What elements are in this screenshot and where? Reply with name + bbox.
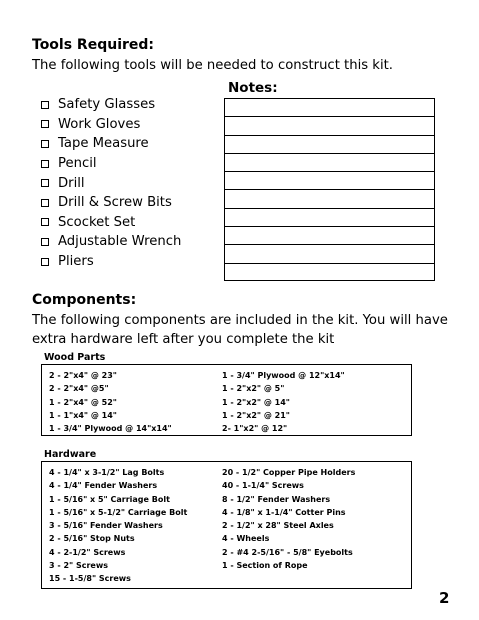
hardware-item: 4 - 2-1/2" Screws xyxy=(49,547,126,557)
tool-checklist-item xyxy=(41,154,181,174)
notes-box xyxy=(224,98,435,281)
wood-part-item: 1 - 2"x4" @ 52" xyxy=(49,397,117,407)
wood-part-item: 2 - 2"x4" @ 23" xyxy=(49,371,117,380)
page-number: 2 xyxy=(439,589,450,607)
tool-checklist-item xyxy=(41,173,181,193)
tool-label: Pencil xyxy=(58,156,97,172)
hardware-item: 4 - 1/4" Fender Washers xyxy=(49,481,158,491)
checkbox-icon xyxy=(41,258,49,266)
hardware-item: 2 - 1/2" x 28" Steel Axles xyxy=(222,521,334,531)
hardware-item: 1 - 5/16" x 5" Carriage Bolt xyxy=(49,494,170,504)
checkbox-icon xyxy=(41,120,49,128)
hardware-item: 3 - 2" Screws xyxy=(49,561,109,571)
hardware-item: 2 - #4 2-5/16" - 5/8" Eyebolts xyxy=(222,547,353,557)
notes-line xyxy=(225,99,434,117)
hardware-item: 4 - Wheels xyxy=(222,534,270,544)
hardware-item: 3 - 5/16" Fender Washers xyxy=(49,521,163,531)
tool-label: Drill xyxy=(58,175,85,191)
checkbox-icon xyxy=(41,238,49,246)
hardware-item: 1 - 5/16" x 5-1/2" Carriage Bolt xyxy=(49,507,188,517)
checkbox-icon xyxy=(41,199,49,207)
tool-label: Scocket Set xyxy=(58,214,136,230)
wood-parts-title: Wood Parts xyxy=(44,352,106,363)
tools-heading: Tools Required: xyxy=(32,37,155,53)
tool-checklist-item xyxy=(41,115,181,135)
components-intro-line1: The following components are included in the kit. You will have xyxy=(32,313,448,328)
checkbox-icon xyxy=(41,140,49,148)
components-heading: Components: xyxy=(32,292,137,308)
wood-parts-right-column xyxy=(222,369,345,435)
wood-part-item: 1 - 2"x2" @ 21" xyxy=(222,410,290,420)
hardware-right-column xyxy=(222,466,355,572)
tool-label: Safety Glasses xyxy=(58,97,156,113)
checkbox-icon xyxy=(41,218,49,226)
notes-line xyxy=(225,154,434,172)
tool-checklist-item xyxy=(41,252,181,272)
hardware-box xyxy=(41,461,412,589)
wood-part-item: 1 - 3/4" Plywood @ 12"x14" xyxy=(222,371,345,380)
components-intro-line2: extra hardware left after you complete the kit xyxy=(32,332,335,347)
tool-checklist-item xyxy=(41,232,181,252)
notes-line xyxy=(225,190,434,208)
notes-line xyxy=(225,117,434,135)
wood-parts-box xyxy=(41,364,412,436)
hardware-item: 8 - 1/2" Fender Washers xyxy=(222,494,331,504)
wood-part-item: 2- 1"x2" @ 12" xyxy=(222,424,288,434)
checkbox-icon xyxy=(41,179,49,187)
tool-checklist-item xyxy=(41,193,181,213)
wood-parts-left-column xyxy=(49,369,172,435)
wood-part-item: 1 - 3/4" Plywood @ 14"x14" xyxy=(49,424,172,434)
tool-label: Pliers xyxy=(58,254,94,270)
tools-intro: The following tools will be needed to construct this kit. xyxy=(32,58,393,73)
notes-line xyxy=(225,172,434,190)
notes-line xyxy=(225,264,434,282)
checkbox-icon xyxy=(41,160,49,168)
hardware-item: 40 - 1-1/4" Screws xyxy=(222,481,304,491)
notes-line xyxy=(225,227,434,245)
hardware-item: 15 - 1-5/8" Screws xyxy=(49,574,131,584)
hardware-item: 4 - 1/4" x 3-1/2" Lag Bolts xyxy=(49,468,165,477)
hardware-item: 2 - 5/16" Stop Nuts xyxy=(49,534,135,544)
tool-checklist-item xyxy=(41,95,181,115)
notes-line xyxy=(225,136,434,154)
hardware-item: 1 - Section of Rope xyxy=(222,561,308,571)
notes-title: Notes: xyxy=(228,80,278,96)
wood-part-item: 1 - 2"x2" @ 5" xyxy=(222,384,285,394)
wood-part-item: 2 - 2"x4" @5" xyxy=(49,384,109,394)
tool-checklist-item xyxy=(41,134,181,154)
hardware-item: 20 - 1/2" Copper Pipe Holders xyxy=(222,468,356,477)
wood-part-item: 1 - 2"x2" @ 14" xyxy=(222,397,290,407)
checkbox-icon xyxy=(41,101,49,109)
hardware-left-column xyxy=(49,466,187,586)
tool-label: Tape Measure xyxy=(58,136,149,152)
notes-line xyxy=(225,209,434,227)
tool-label: Drill & Screw Bits xyxy=(58,195,172,211)
tool-checklist-item xyxy=(41,213,181,233)
tool-label: Work Gloves xyxy=(58,116,141,132)
hardware-item: 4 - 1/8" x 1-1/4" Cotter Pins xyxy=(222,507,346,517)
notes-line xyxy=(225,245,434,263)
tools-checklist xyxy=(41,95,181,271)
hardware-title: Hardware xyxy=(44,449,97,460)
tool-label: Adjustable Wrench xyxy=(58,234,182,250)
wood-part-item: 1 - 1"x4" @ 14" xyxy=(49,410,117,420)
